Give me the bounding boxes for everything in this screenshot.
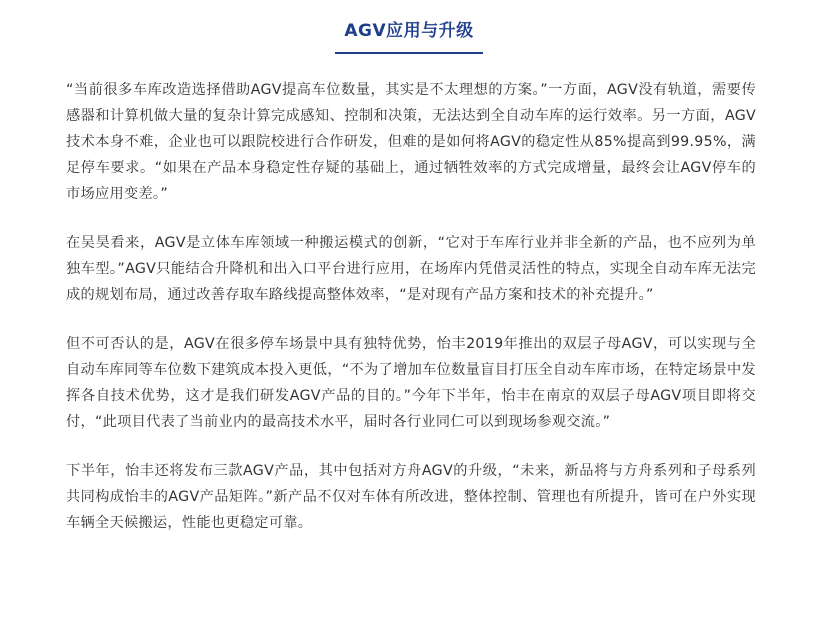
article-body xyxy=(66,77,756,536)
paragraph: 在吴昊看来，AGV是立体车库领域一种搬运模式的创新，“它对于车库行业并非全新的产品，也不应列为单独车型。”AGV只能结合升降机和出入口平台进行应用，在场库内凭借灵活性的特点，实现全自动车库无法完成的规划布局，通过改善存取车路线提高整体效率，“是对现有产品方案和技术的补充提升。” xyxy=(66,235,756,303)
paragraph: 但不可否认的是，AGV在很多停车场景中具有独特优势，怡丰2019年推出的双层子母AGV，可以实现与全自动车库同等车位数下建筑成本投入更低，“不为了增加车位数量盲目打压全自动车库市场，在特定场景中发挥各自技术优势，这才是我们研发AGV产品的目的。”今年下半年，怡丰在南京的双层子母AGV项目即将交付，“此项目代表了当前业内的最高技术水平，届时各行业同仁可以到现场参观交流。” xyxy=(66,336,756,430)
title-underline xyxy=(335,52,483,54)
paragraph: “当前很多车库改造选择借助AGV提高车位数量，其实是不太理想的方案。”一方面，AGV没有轨道，需要传感器和计算机做大量的复杂计算完成感知、控制和决策，无法达到全自动车库的运行效率。另一方面，AGV技术本身不难，企业也可以跟院校进行合作研发，但难的是如何将AGV的稳定性从85%提高到99.95%，满足停车要求。“如果在产品本身稳定性存疑的基础上，通过牺牲效率的方式完成增量，最终会让AGV停车的市场应用变差。” xyxy=(66,82,756,202)
paragraph: 下半年，怡丰还将发布三款AGV产品，其中包括对方舟AGV的升级，“未来，新品将与方舟系列和子母系列共同构成怡丰的AGV产品矩阵。”新产品不仅对车体有所改进，整体控制、管理也有所提升，皆可在户外实现车辆全天候搬运，性能也更稳定可靠。 xyxy=(66,463,756,531)
section-title: AGV应用与升级 xyxy=(344,21,474,41)
section-header xyxy=(0,18,818,44)
